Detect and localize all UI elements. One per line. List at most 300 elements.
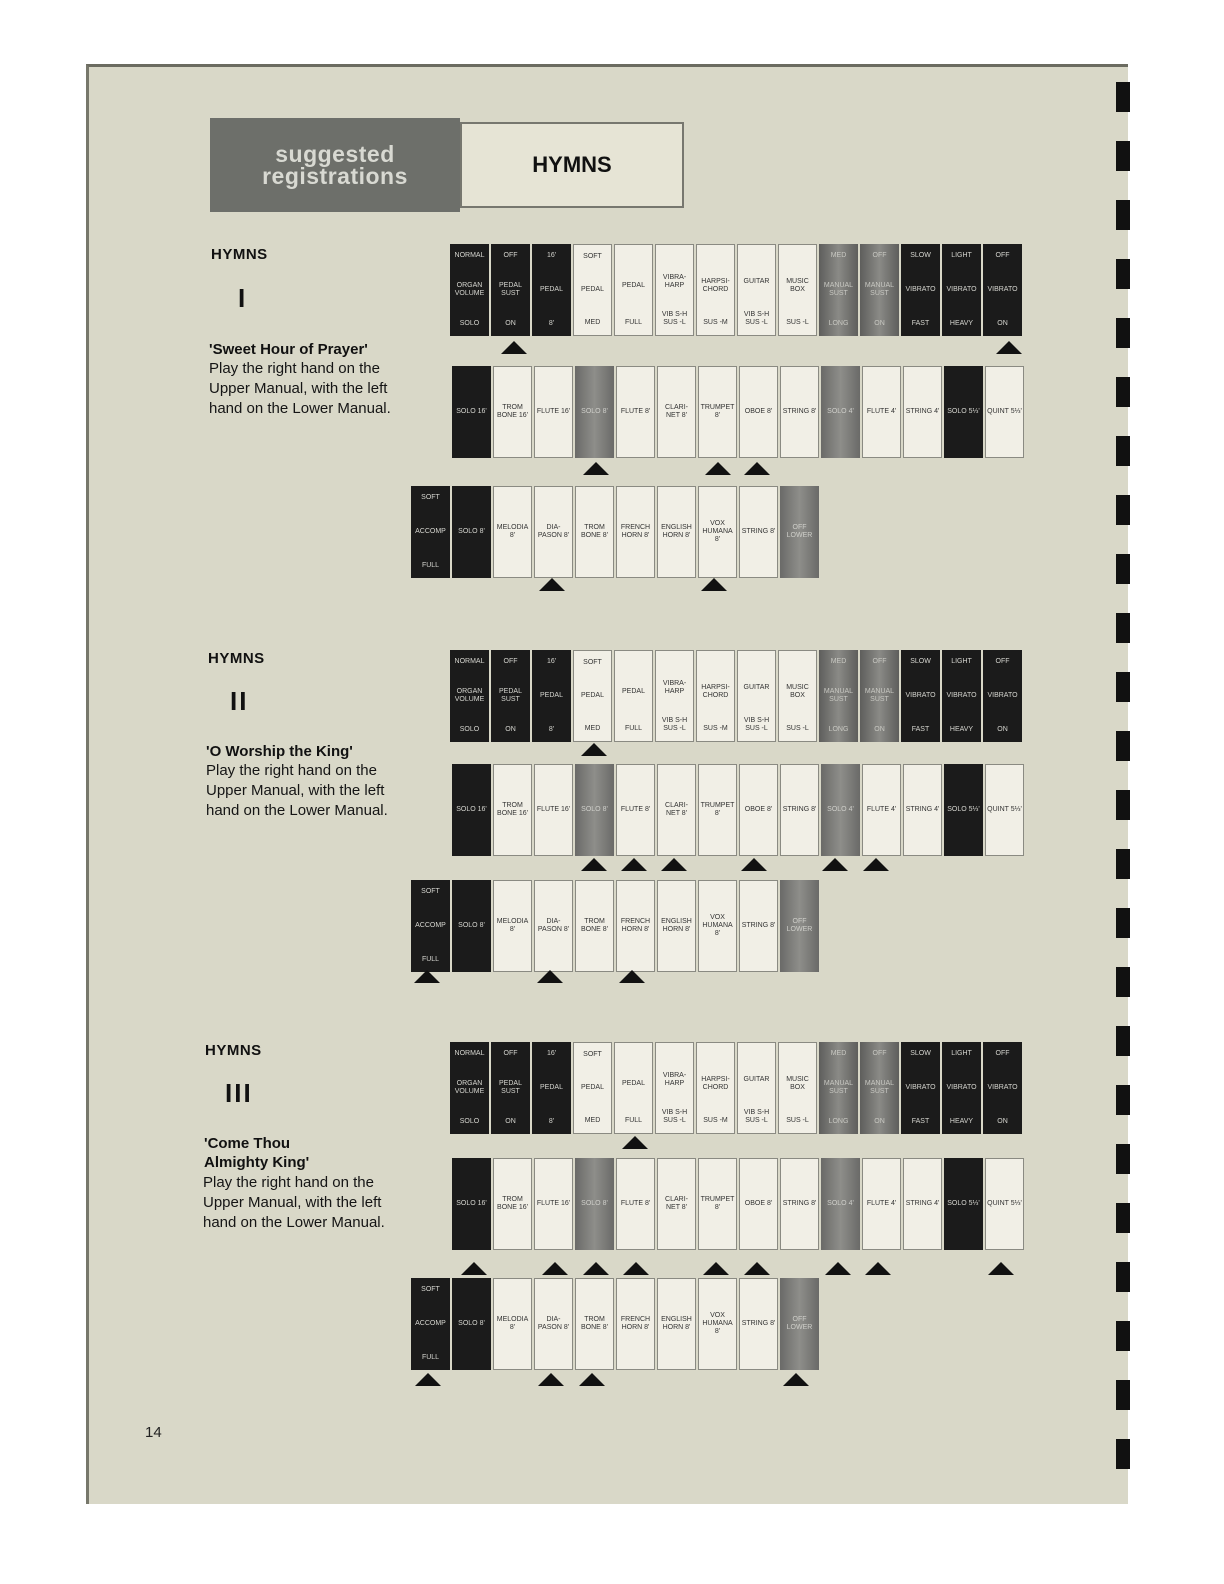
upper-tablet[interactable] [698,366,737,458]
tablet-label: LIGHT [951,658,972,665]
upper-tablet[interactable] [862,764,901,856]
lower-tablet[interactable] [493,486,532,578]
tablet-label: CLARI- NET 8' [665,1196,688,1211]
selection-arrow-icon [825,1262,851,1275]
control-tablet[interactable] [655,650,694,742]
tablet-label: SOLO 5⅓' [947,806,980,813]
control-tablet[interactable] [573,244,612,336]
upper-tablet[interactable] [821,764,860,856]
control-tablet[interactable] [819,1042,858,1134]
control-tablet[interactable] [860,650,899,742]
control-tablet[interactable] [860,1042,899,1134]
tablet-label: PEDAL SUST [499,688,522,703]
lower-tablet[interactable] [452,486,491,578]
header-title-box [460,122,684,208]
lower-tablet[interactable] [534,1278,573,1370]
tablet-label: VIBRA- HARP [662,680,687,695]
tablet-label: TROM BONE 8' [580,918,608,933]
upper-tablet[interactable] [616,764,655,856]
tablet-label: TROM BONE 8' [580,1316,608,1331]
tablet-label: MUSIC BOX [786,278,809,293]
upper-tablet[interactable] [739,1158,778,1250]
tablet-label: MED [830,658,847,665]
tablet-label: MED [584,319,601,326]
control-tablet[interactable] [819,650,858,742]
control-tablet[interactable] [860,244,899,336]
tablet-label: DIA- PASON 8' [537,524,570,539]
upper-tablet[interactable] [698,764,737,856]
control-tablet[interactable] [696,650,735,742]
section-numeral: II [230,686,249,716]
control-tablet[interactable] [696,1042,735,1134]
tablet-label: PEDAL [622,282,645,289]
selection-arrow-icon [415,1373,441,1386]
upper-tablet[interactable] [780,366,819,458]
tablet-label: 16' [546,1050,557,1057]
binding-ring [1116,790,1130,820]
tablet-label: MANUAL SUST [864,282,895,297]
control-tablet[interactable] [491,244,530,336]
upper-tablet[interactable] [616,1158,655,1250]
upper-tablet[interactable] [985,1158,1024,1250]
selection-arrow-icon [783,1373,809,1386]
tablet-label: VIB S-H SUS -L [661,717,688,732]
tablet-label: VIB S-H SUS -L [743,311,770,326]
control-tablet[interactable] [450,650,489,742]
upper-tablet[interactable] [780,1158,819,1250]
selection-arrow-icon [581,858,607,871]
binding-ring [1116,731,1130,761]
tablet-label: GUITAR [743,1076,770,1083]
tablet-label: STRING 8' [782,1200,817,1207]
tablet-label: SOLO 4' [827,1200,854,1207]
control-tablet[interactable] [942,244,981,336]
tablet-label: FRENCH HORN 8' [620,1316,651,1331]
section-numeral: III [225,1078,253,1108]
tablet-label: ACCOMP [415,1320,446,1327]
tablet-label: PEDAL [622,688,645,695]
control-tablet[interactable] [901,244,940,336]
upper-tablet[interactable] [657,764,696,856]
header-title: HYMNS [532,152,612,177]
tablet-label: 8' [548,320,555,327]
upper-tablet[interactable] [493,1158,532,1250]
selection-arrow-icon [741,858,767,871]
accomp-tablet[interactable] [411,486,450,578]
tablet-label: FLUTE 8' [620,1200,651,1207]
tablet-label: SOLO 8' [458,528,485,535]
upper-tablet[interactable] [534,366,573,458]
binding-ring [1116,318,1130,348]
lower-tablet[interactable] [534,486,573,578]
lower-tablet[interactable] [780,880,819,972]
tablet-label: STRING 8' [741,1320,776,1327]
tablet-label: TROM BONE 8' [580,524,608,539]
control-tablet-row [450,1042,1024,1134]
tablet-label: MED [830,252,847,259]
lower-tablet[interactable] [739,880,778,972]
accomp-tablet[interactable] [411,1278,450,1370]
tablet-label: VIBRATO [987,286,1018,293]
tablet-label: PEDAL [581,286,604,293]
tablet-label: CLARI- NET 8' [665,404,688,419]
control-tablet[interactable] [737,1042,776,1134]
tablet-label: VIB S-H SUS -L [743,1109,770,1124]
tablet-label: FLUTE 8' [620,806,651,813]
tablet-label: STRING 8' [741,922,776,929]
tablet-label: TROM BONE 16' [497,404,528,419]
tablet-label: FRENCH HORN 8' [620,524,651,539]
tablet-label: TRUMPET 8' [700,1196,735,1211]
selection-arrow-icon [581,743,607,756]
binding-ring [1116,1144,1130,1174]
tablet-label: SOLO 5⅓' [947,1200,980,1207]
tablet-label: LIGHT [951,252,972,259]
control-tablet[interactable] [778,244,817,336]
spiral-binding [1110,64,1130,1504]
header-line1: suggested [275,141,395,167]
tablet-label: SOLO 16' [456,806,487,813]
tablet-label: SOLO 8' [581,1200,608,1207]
tablet-label: ON [997,1118,1008,1125]
tablet-label: TROM BONE 16' [497,1196,528,1211]
control-tablet[interactable] [655,244,694,336]
binding-ring [1116,1203,1130,1233]
tablet-label: SUS -M [703,1117,728,1124]
tablet-label: OFF [872,658,887,665]
tablet-label: ACCOMP [415,528,446,535]
upper-tablet[interactable] [821,1158,860,1250]
lower-tablet[interactable] [657,486,696,578]
control-tablet[interactable] [614,1042,653,1134]
control-tablet[interactable] [696,244,735,336]
control-tablet[interactable] [942,650,981,742]
control-tablet[interactable] [614,244,653,336]
tablet-label: STRING 8' [741,528,776,535]
lower-tablet[interactable] [657,880,696,972]
lower-tablet[interactable] [739,486,778,578]
control-tablet[interactable] [983,650,1022,742]
section-description: Play the right hand on the Upper Manual, with the left hand on the Lower Manual. [209,360,391,417]
tablet-label: OFF [503,1050,518,1057]
tablet-label: MANUAL SUST [864,688,895,703]
lower-tablet[interactable] [493,880,532,972]
tablet-label: LONG [828,1118,849,1125]
tablet-label: ORGAN VOLUME [454,688,485,703]
lower-tablet[interactable] [657,1278,696,1370]
tablet-label: SOFT [421,888,440,895]
upper-tablet[interactable] [493,764,532,856]
binding-ring [1116,200,1130,230]
lower-tablet[interactable] [493,1278,532,1370]
binding-ring [1116,377,1130,407]
upper-tablet[interactable] [903,366,942,458]
tablet-label: HARPSI- CHORD [701,278,730,293]
selection-arrow-icon [537,970,563,983]
tablet-label: FAST [911,320,930,327]
upper-tablet[interactable] [944,366,983,458]
lower-tablet[interactable] [575,1278,614,1370]
tablet-label: SOLO 4' [827,806,854,813]
lower-tablet[interactable] [739,1278,778,1370]
lower-tablet[interactable] [616,880,655,972]
section-description: Play the right hand on the Upper Manual, with the left hand on the Lower Manual. [203,1174,385,1231]
tablet-label: 8' [548,1118,555,1125]
tablet-label: CLARI- NET 8' [665,802,688,817]
tablet-label: FLUTE 16' [536,1200,571,1207]
selection-arrow-icon [744,462,770,475]
upper-tablet[interactable] [493,366,532,458]
selection-arrow-icon [501,341,527,354]
tablet-label: NORMAL [454,1050,485,1057]
tablet-label: FLUTE 8' [620,408,651,415]
upper-tablet[interactable] [616,366,655,458]
song-title: 'Come Thou Almighty King' [204,1135,310,1171]
tablet-label: OFF [995,658,1010,665]
upper-tablet[interactable] [862,1158,901,1250]
upper-tablet[interactable] [534,1158,573,1250]
tablet-label: FAST [911,1118,930,1125]
tablet-label: STRING 8' [782,806,817,813]
section-description: Play the right hand on the Upper Manual, with the left hand on the Lower Manual. [206,762,388,819]
accomp-tablet[interactable] [411,880,450,972]
tablet-label: OBOE 8' [744,1200,773,1207]
upper-tablet[interactable] [780,764,819,856]
selection-arrow-icon [538,1373,564,1386]
upper-tablet[interactable] [944,764,983,856]
tablet-label: SOLO 8' [458,1320,485,1327]
tablet-label: FLUTE 4' [866,408,897,415]
lower-tablet[interactable] [575,880,614,972]
lower-tablet[interactable] [452,1278,491,1370]
upper-tablet[interactable] [985,764,1024,856]
tablet-label: LIGHT [951,1050,972,1057]
tablet-label: STRING 8' [782,408,817,415]
control-tablet[interactable] [491,650,530,742]
lower-tablet[interactable] [698,880,737,972]
tablet-label: FULL [421,562,440,569]
tablet-label: MELODIA 8' [496,524,529,539]
upper-tablet[interactable] [575,1158,614,1250]
tablet-label: SLOW [910,252,931,259]
selection-arrow-icon [661,858,687,871]
selection-arrow-icon [414,970,440,983]
lower-tablet[interactable] [575,486,614,578]
tablet-label: HARPSI- CHORD [701,684,730,699]
upper-tablet[interactable] [575,366,614,458]
upper-tablet[interactable] [698,1158,737,1250]
tablet-label: SOFT [583,1051,602,1058]
selection-arrow-icon [621,858,647,871]
header-label-box [210,118,460,212]
binding-ring [1116,495,1130,525]
tablet-label: DIA- PASON 8' [537,1316,570,1331]
binding-ring [1116,1085,1130,1115]
control-tablet[interactable] [819,244,858,336]
tablet-label: MUSIC BOX [786,1076,809,1091]
tablet-label: OFF LOWER [786,524,813,539]
page-header [210,118,686,212]
tablet-label: FULL [624,725,643,732]
tablet-label: FULL [624,319,643,326]
control-tablet[interactable] [491,1042,530,1134]
upper-tablet[interactable] [739,366,778,458]
control-tablet[interactable] [737,650,776,742]
tablet-label: SUS -M [703,725,728,732]
selection-arrow-icon [703,1262,729,1275]
binding-ring [1116,849,1130,879]
tablet-label: ON [997,320,1008,327]
lower-tablet[interactable] [698,486,737,578]
tablet-label: VOX HUMANA 8' [702,914,733,937]
tablet-label: SOLO [459,726,480,733]
tablet-label: PEDAL [581,692,604,699]
upper-tablet[interactable] [452,764,491,856]
tablet-label: PEDAL [622,1080,645,1087]
tablet-label: ON [505,726,516,733]
tablet-label: FULL [421,956,440,963]
lower-tablet[interactable] [534,880,573,972]
tablet-label: FLUTE 16' [536,408,571,415]
control-tablet[interactable] [573,1042,612,1134]
tablet-label: GUITAR [743,684,770,691]
control-tablet[interactable] [901,650,940,742]
upper-tablet[interactable] [944,1158,983,1250]
tablet-label: QUINT 5⅓' [987,806,1022,813]
control-tablet[interactable] [737,244,776,336]
tablet-label: FLUTE 16' [536,806,571,813]
lower-tablet[interactable] [780,1278,819,1370]
upper-tablet[interactable] [657,366,696,458]
control-tablet[interactable] [450,1042,489,1134]
tablet-label: NORMAL [454,658,485,665]
lower-tablet[interactable] [616,486,655,578]
control-tablet[interactable] [942,1042,981,1134]
tablet-label: FLUTE 4' [866,1200,897,1207]
lower-tablet[interactable] [780,486,819,578]
tablet-label: TROM BONE 16' [497,802,528,817]
tablet-label: VIBRATO [987,692,1018,699]
tablet-label: QUINT 5⅓' [987,1200,1022,1207]
control-tablet[interactable] [983,244,1022,336]
lower-tablet[interactable] [698,1278,737,1370]
header-line2: registrations [262,163,408,189]
upper-tablet[interactable] [739,764,778,856]
binding-ring [1116,1262,1130,1292]
control-tablet[interactable] [532,650,571,742]
tablet-label: DIA- PASON 8' [537,918,570,933]
tablet-label: SOLO 8' [581,408,608,415]
control-tablet[interactable] [901,1042,940,1134]
control-tablet[interactable] [778,650,817,742]
section-numeral: I [238,283,248,313]
upper-tablet[interactable] [657,1158,696,1250]
tablet-label: SOFT [421,494,440,501]
tablet-label: MED [584,1117,601,1124]
binding-ring [1116,1380,1130,1410]
control-tablet[interactable] [655,1042,694,1134]
tablet-label: PEDAL SUST [499,1080,522,1095]
selection-arrow-icon [822,858,848,871]
tablet-label: ON [997,726,1008,733]
tablet-label: MELODIA 8' [496,1316,529,1331]
selection-arrow-icon [579,1373,605,1386]
tablet-label: ON [505,320,516,327]
control-tablet[interactable] [573,650,612,742]
upper-tablet[interactable] [903,764,942,856]
selection-arrow-icon [542,1262,568,1275]
binding-ring [1116,672,1130,702]
upper-tablet[interactable] [821,366,860,458]
tablet-label: OFF [995,252,1010,259]
tablet-label: OFF [503,252,518,259]
tablet-label: HEAVY [949,726,974,733]
section-title: HYMNS [211,246,268,263]
control-tablet[interactable] [532,244,571,336]
lower-tablet[interactable] [616,1278,655,1370]
tablet-label: SUS -L [786,1117,809,1124]
selection-arrow-icon [701,578,727,591]
binding-ring [1116,967,1130,997]
upper-tablet[interactable] [534,764,573,856]
tablet-label: VIBRATO [946,1084,977,1091]
tablet-label: STRING 4' [905,408,940,415]
binding-ring [1116,613,1130,643]
upper-tablet-row [452,764,1026,856]
selection-arrow-icon [461,1262,487,1275]
control-tablet[interactable] [778,1042,817,1134]
tablet-label: VIBRATO [905,286,936,293]
tablet-label: QUINT 5⅓' [987,408,1022,415]
tablet-label: SOLO 4' [827,408,854,415]
tablet-label: PEDAL [540,286,563,293]
song-title: 'O Worship the King' [206,743,353,760]
upper-tablet[interactable] [575,764,614,856]
tablet-label: 16' [546,252,557,259]
tablet-label: ENGLISH HORN 8' [661,524,692,539]
upper-tablet[interactable] [452,1158,491,1250]
tablet-label: FAST [911,726,930,733]
lower-tablet[interactable] [452,880,491,972]
selection-arrow-icon [988,1262,1014,1275]
tablet-label: VOX HUMANA 8' [702,520,733,543]
tablet-label: VIBRATO [905,692,936,699]
lower-tablet-row [411,880,821,972]
tablet-label: OFF [503,658,518,665]
tablet-label: LONG [828,320,849,327]
tablet-label: FULL [624,1117,643,1124]
binding-ring [1116,908,1130,938]
tablet-label: VOX HUMANA 8' [702,1312,733,1335]
control-tablet[interactable] [614,650,653,742]
tablet-label: MED [830,1050,847,1057]
upper-tablet[interactable] [862,366,901,458]
control-tablet[interactable] [532,1042,571,1134]
upper-tablet[interactable] [903,1158,942,1250]
upper-tablet[interactable] [452,366,491,458]
binding-ring [1116,1321,1130,1351]
tablet-label: LONG [828,726,849,733]
tablet-label: PEDAL SUST [499,282,522,297]
selection-arrow-icon [622,1136,648,1149]
tablet-label: PEDAL [581,1084,604,1091]
upper-tablet[interactable] [985,366,1024,458]
tablet-label: ACCOMP [415,922,446,929]
control-tablet[interactable] [983,1042,1022,1134]
tablet-label: ORGAN VOLUME [454,1080,485,1095]
control-tablet[interactable] [450,244,489,336]
tablet-label: OFF LOWER [786,918,813,933]
